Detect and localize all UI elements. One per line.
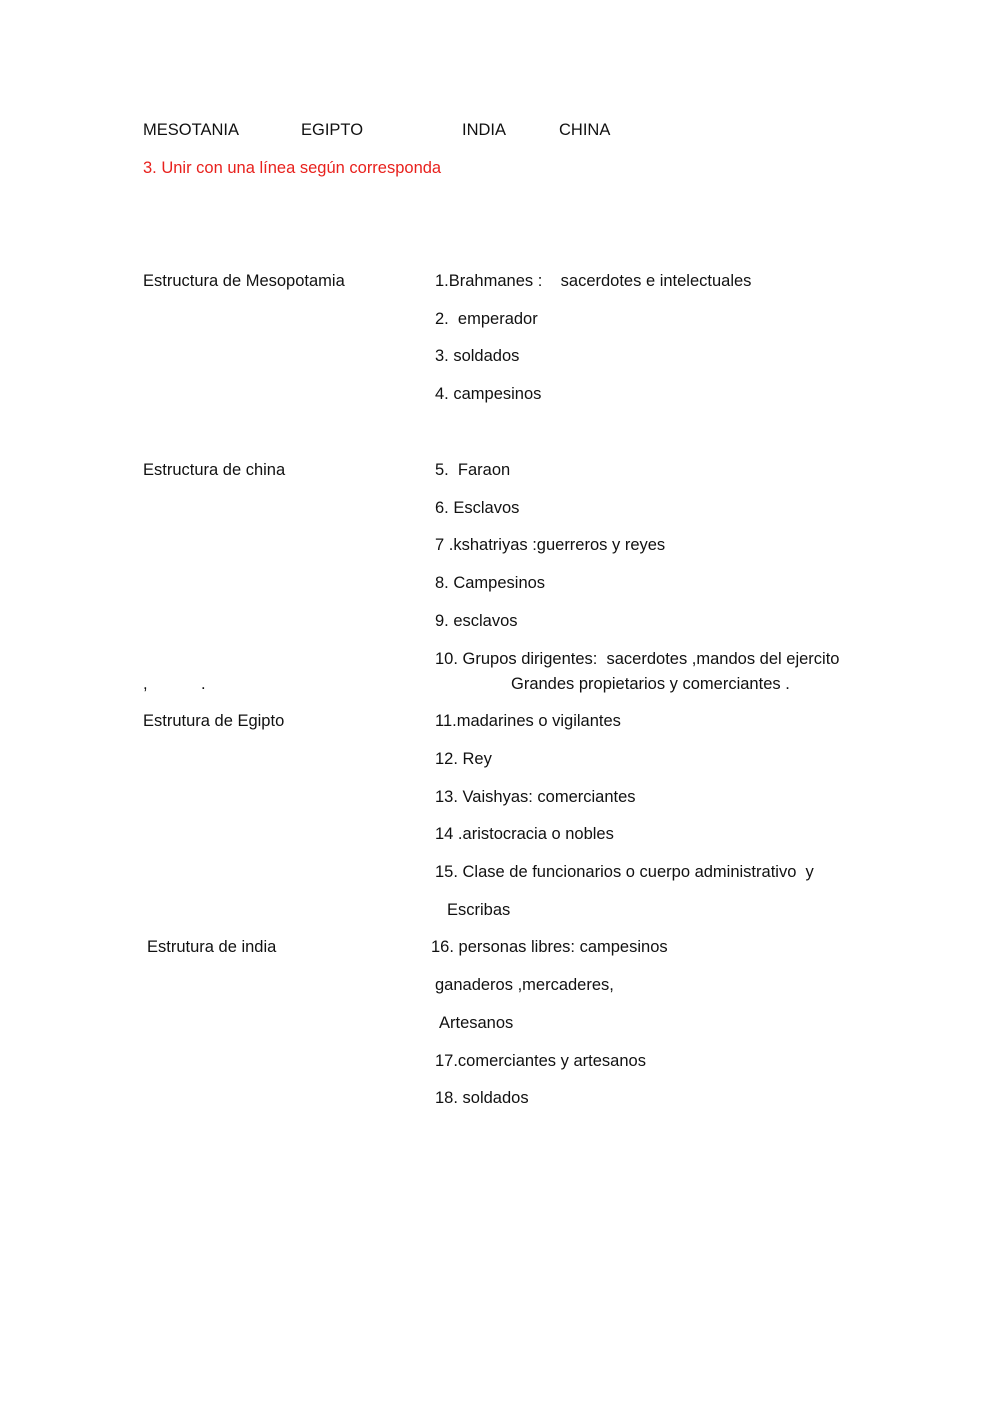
list-item: 11.madarines o vigilantes (435, 712, 621, 730)
stray-period: . (201, 675, 206, 693)
list-item-continuation: Escribas (447, 901, 511, 919)
structure-mesopotamia: Estructura de Mesopotamia (143, 272, 345, 290)
civilization-india: INDIA (462, 121, 507, 139)
list-item: 5. Faraon (435, 461, 511, 479)
list-item-continuation: Grandes propietarios y comerciantes . (511, 675, 790, 693)
list-item: 10. Grupos dirigentes: sacerdotes ,mandos del ejercito (435, 650, 840, 668)
list-item-continuation: Artesanos (439, 1014, 514, 1032)
civilization-mesotania: MESOTANIA (143, 121, 239, 139)
structure-egipto: Estrutura de Egipto (143, 712, 285, 730)
list-item: 4. campesinos (435, 385, 542, 403)
list-item: 12. Rey (435, 750, 492, 768)
list-item: 17.comerciantes y artesanos (435, 1052, 646, 1070)
civilization-china: CHINA (559, 121, 611, 139)
list-item: 2. emperador (435, 310, 538, 328)
list-item: 7 .kshatriyas :guerreros y reyes (435, 536, 666, 554)
list-item: 8. Campesinos (435, 574, 546, 592)
list-item: 18. soldados (435, 1089, 529, 1107)
stray-comma: , (143, 675, 148, 693)
list-item: 13. Vaishyas: comerciantes (435, 788, 636, 806)
instruction-text: 3. Unir con una línea según corresponda (143, 159, 442, 177)
structure-india: Estrutura de india (147, 938, 277, 956)
list-item: 15. Clase de funcionarios o cuerpo administrativo y (435, 863, 814, 881)
structure-china: Estructura de china (143, 461, 286, 479)
list-item: 9. esclavos (435, 612, 518, 630)
civilization-egipto: EGIPTO (301, 121, 364, 139)
list-item-continuation: ganaderos ,mercaderes, (435, 976, 614, 994)
list-item: 6. Esclavos (435, 499, 520, 517)
list-item: 3. soldados (435, 347, 520, 365)
list-item: 1.Brahmanes : sacerdotes e intelectuales (435, 272, 752, 290)
list-item: 16. personas libres: campesinos (431, 938, 668, 956)
list-item: 14 .aristocracia o nobles (435, 825, 614, 843)
